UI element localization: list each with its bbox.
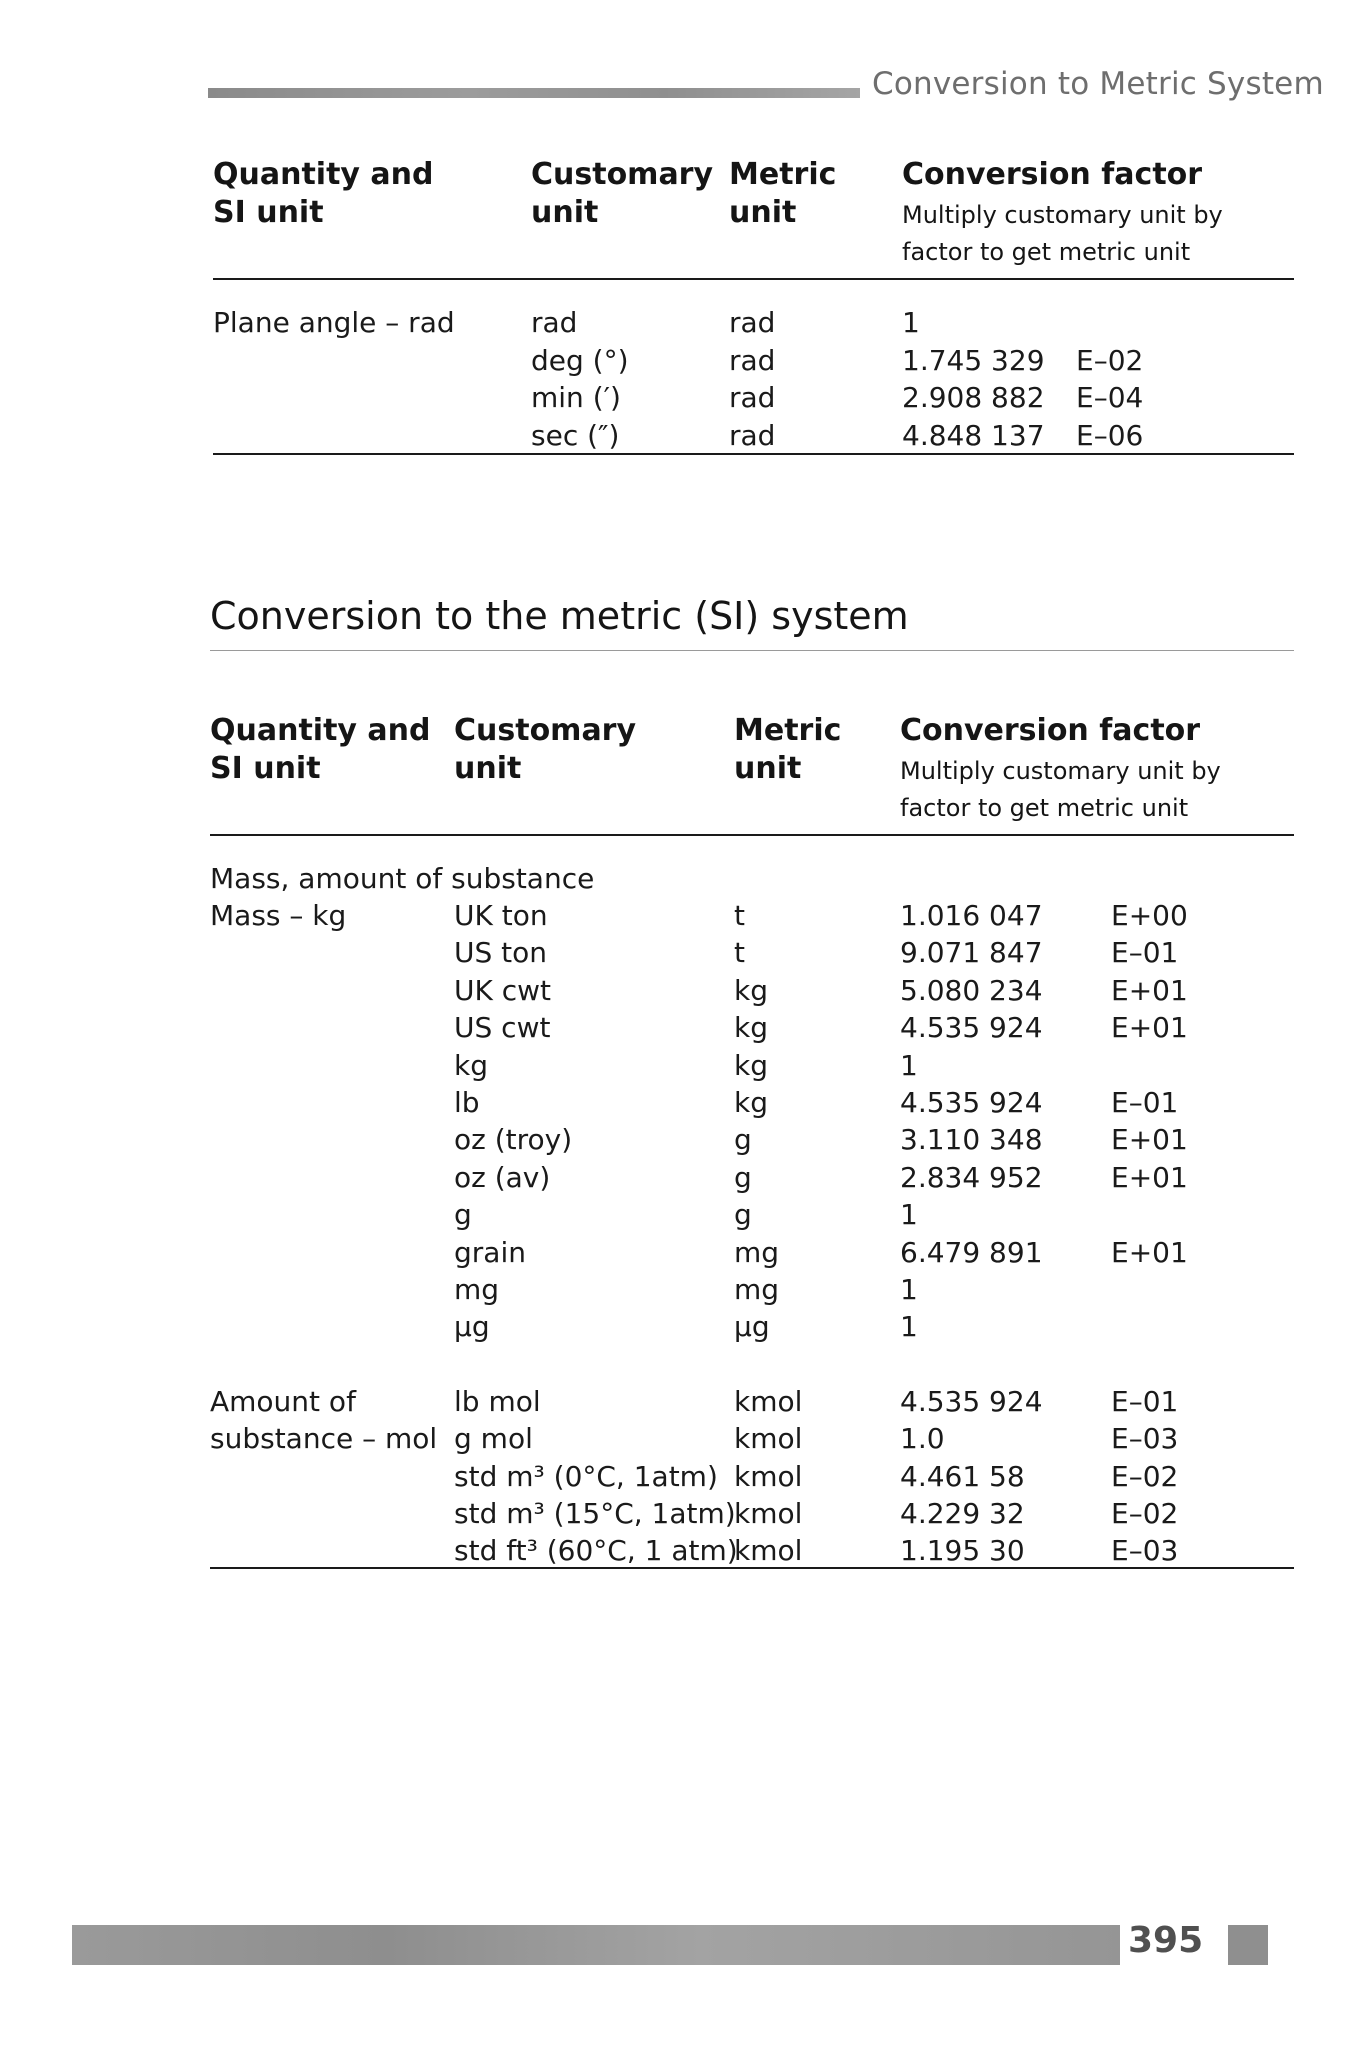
t2-header-metric-1: Metric xyxy=(734,713,842,748)
section-title: Conversion to the metric (SI) system xyxy=(210,594,909,638)
table2-row-6-metric: g xyxy=(734,1123,752,1157)
t2-bottom-rule xyxy=(210,1567,1294,1569)
page-number: 395 xyxy=(1128,1920,1204,1961)
table2-row-0-customary: UK ton xyxy=(454,899,548,932)
header-bar xyxy=(208,88,860,98)
table2-row-11-factor: 1 xyxy=(900,1310,918,1344)
t2-header-customary-1: Customary xyxy=(454,713,637,748)
table2-row-14-metric: kmol xyxy=(734,1459,803,1493)
table1-row-0-customary: rad xyxy=(531,306,578,339)
table2-row-8-metric: g xyxy=(734,1198,752,1232)
table1-row-2-factor: 2.908 882 xyxy=(902,381,1045,414)
table2-row-16-factor: 1.195 30 xyxy=(900,1534,1025,1568)
table2-row-14-customary: std m³ (0°C, 1atm) xyxy=(454,1459,718,1493)
footer-block xyxy=(1228,1925,1268,1965)
table2-row-2-metric: kg xyxy=(734,973,768,1007)
table1-row-3-metric: rad xyxy=(729,418,776,452)
table2-row-13-factor: 1.0 xyxy=(900,1422,945,1456)
t1-header-factor-sub-2: factor to get metric unit xyxy=(902,238,1191,266)
table2-row-8-factor: 1 xyxy=(900,1198,918,1232)
t1-header-customary-1: Customary xyxy=(531,157,714,192)
table2-row-4-factor: 1 xyxy=(900,1048,918,1082)
t2-header-customary-2: unit xyxy=(454,751,522,786)
table2-row-12-quantity: Amount of xyxy=(210,1384,356,1418)
table2-row-4-metric: kg xyxy=(734,1048,768,1082)
table2-row-0-metric: t xyxy=(734,899,745,932)
table2-row-3-customary: US cwt xyxy=(454,1011,551,1045)
t1-header-rule xyxy=(213,278,1294,280)
table2-row-7-customary: oz (av) xyxy=(454,1160,551,1194)
table1-row-1-metric: rad xyxy=(729,343,776,377)
t2-header-factor: Conversion factor xyxy=(900,713,1201,748)
table2-row-13-customary: g mol xyxy=(454,1422,533,1456)
table1-row-3-exp: E–06 xyxy=(1076,418,1144,452)
table2-row-10-factor: 1 xyxy=(900,1273,918,1306)
table2-row-1-exp: E–01 xyxy=(1111,936,1179,970)
table2-row-10-metric: mg xyxy=(734,1273,780,1306)
table2-row-11-metric: μg xyxy=(734,1310,770,1344)
table2-row-6-factor: 3.110 348 xyxy=(900,1123,1043,1157)
table2-row-7-metric: g xyxy=(734,1160,752,1194)
table2-row-13-metric: kmol xyxy=(734,1422,803,1456)
t1-header-quantity-2: SI unit xyxy=(213,195,324,230)
table2-row-12-customary: lb mol xyxy=(454,1384,541,1418)
section-title-rule xyxy=(210,650,1294,651)
table2-row-16-customary: std ft³ (60°C, 1 atm) xyxy=(454,1534,738,1568)
t2-group-title: Mass, amount of substance xyxy=(210,862,595,895)
table2-row-5-customary: lb xyxy=(454,1086,480,1119)
table1-row-0-metric: rad xyxy=(729,306,776,339)
t2-header-metric-2: unit xyxy=(734,751,802,786)
t1-header-factor-sub-1: Multiply customary unit by xyxy=(902,201,1223,229)
table2-row-12-factor: 4.535 924 xyxy=(900,1384,1043,1418)
table2-row-13-quantity: substance – mol xyxy=(210,1422,438,1456)
table2-row-14-exp: E–02 xyxy=(1111,1459,1179,1493)
table2-row-12-exp: E–01 xyxy=(1111,1384,1179,1418)
table2-row-4-customary: kg xyxy=(454,1048,488,1082)
table2-row-0-quantity: Mass – kg xyxy=(210,899,347,932)
t1-header-quantity-1: Quantity and xyxy=(213,157,434,192)
t1-header-factor: Conversion factor xyxy=(902,157,1203,192)
t1-header-metric-1: Metric xyxy=(729,157,837,192)
table2-row-16-metric: kmol xyxy=(734,1534,803,1568)
table2-row-13-exp: E–03 xyxy=(1111,1422,1179,1456)
t1-header-customary-2: unit xyxy=(531,195,599,230)
t2-header-factor-sub-1: Multiply customary unit by xyxy=(900,757,1221,785)
table1-row-2-customary: min (′) xyxy=(531,381,621,414)
table2-row-8-customary: g xyxy=(454,1198,472,1232)
table2-row-1-customary: US ton xyxy=(454,936,548,970)
table2-row-15-customary: std m³ (15°C, 1atm) xyxy=(454,1497,736,1530)
table2-row-15-exp: E–02 xyxy=(1111,1497,1179,1530)
table1-row-0-factor: 1 xyxy=(902,306,920,339)
table2-row-12-metric: kmol xyxy=(734,1384,803,1418)
table1-row-1-exp: E–02 xyxy=(1076,343,1144,377)
table1-row-3-factor: 4.848 137 xyxy=(902,418,1045,452)
table1-row-1-factor: 1.745 329 xyxy=(902,343,1045,377)
t1-bottom-rule xyxy=(213,453,1294,455)
table1-row-2-exp: E–04 xyxy=(1076,381,1144,414)
table2-row-6-exp: E+01 xyxy=(1111,1123,1188,1157)
t2-header-quantity-2: SI unit xyxy=(210,751,321,786)
table2-row-11-customary: μg xyxy=(454,1310,490,1344)
table2-row-1-metric: t xyxy=(734,936,745,970)
table2-row-9-customary: grain xyxy=(454,1235,526,1269)
table2-row-9-metric: mg xyxy=(734,1235,780,1269)
table2-row-15-factor: 4.229 32 xyxy=(900,1497,1025,1530)
table2-row-15-metric: kmol xyxy=(734,1497,803,1530)
table2-row-2-factor: 5.080 234 xyxy=(900,973,1043,1007)
table2-row-7-factor: 2.834 952 xyxy=(900,1160,1043,1194)
table2-row-3-metric: kg xyxy=(734,1011,768,1045)
table1-row-2-metric: rad xyxy=(729,381,776,414)
t2-header-factor-sub-2: factor to get metric unit xyxy=(900,794,1189,822)
table2-row-0-factor: 1.016 047 xyxy=(900,899,1043,932)
running-title: Conversion to Metric System xyxy=(872,66,1324,102)
table2-row-5-exp: E–01 xyxy=(1111,1086,1179,1119)
table2-row-2-customary: UK cwt xyxy=(454,973,552,1007)
table2-row-16-exp: E–03 xyxy=(1111,1534,1179,1568)
t2-header-rule xyxy=(210,834,1294,836)
table2-row-3-exp: E+01 xyxy=(1111,1011,1188,1045)
table2-row-1-factor: 9.071 847 xyxy=(900,936,1043,970)
table1-row-1-customary: deg (°) xyxy=(531,343,629,377)
table2-row-14-factor: 4.461 58 xyxy=(900,1459,1025,1493)
table2-row-3-factor: 4.535 924 xyxy=(900,1011,1043,1045)
table1-row-0-quantity: Plane angle – rad xyxy=(213,306,455,339)
table2-row-10-customary: mg xyxy=(454,1273,500,1306)
table1-row-3-customary: sec (″) xyxy=(531,418,620,452)
table2-row-6-customary: oz (troy) xyxy=(454,1123,573,1157)
t1-header-metric-2: unit xyxy=(729,195,797,230)
table2-row-7-exp: E+01 xyxy=(1111,1160,1188,1194)
table2-row-9-exp: E+01 xyxy=(1111,1235,1188,1269)
table2-row-2-exp: E+01 xyxy=(1111,973,1188,1007)
table2-row-9-factor: 6.479 891 xyxy=(900,1235,1043,1269)
t2-header-quantity-1: Quantity and xyxy=(210,713,431,748)
table2-row-5-metric: kg xyxy=(734,1086,768,1119)
footer-bar xyxy=(72,1925,1120,1965)
table2-row-0-exp: E+00 xyxy=(1111,899,1188,932)
table2-row-5-factor: 4.535 924 xyxy=(900,1086,1043,1119)
